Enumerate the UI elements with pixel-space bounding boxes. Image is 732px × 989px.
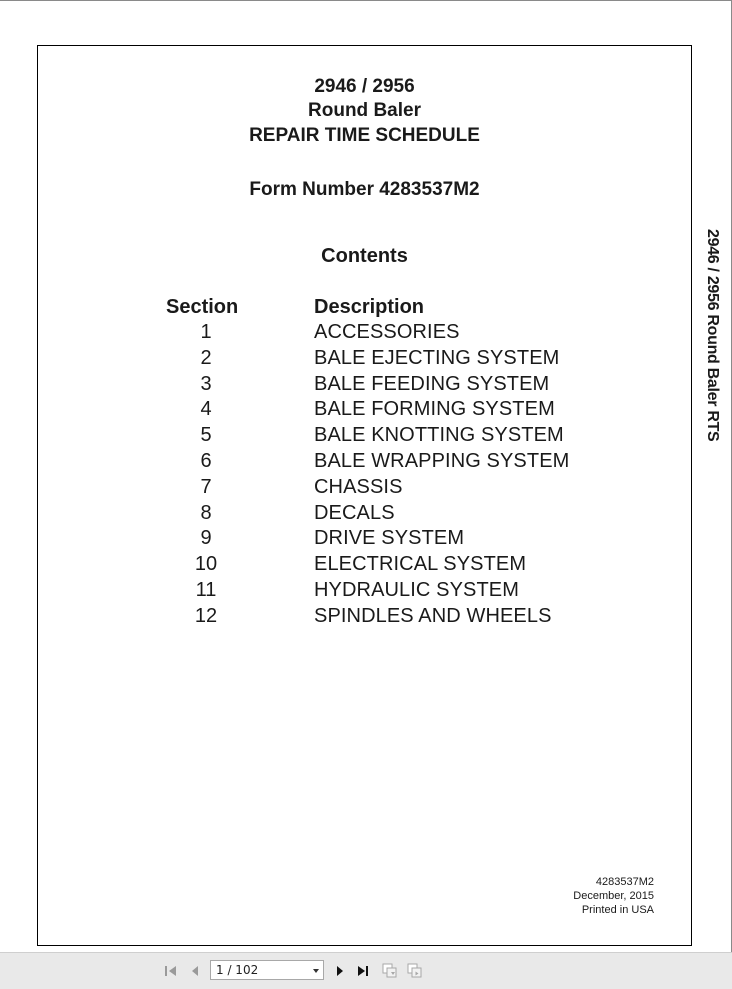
section-description: CHASSIS bbox=[314, 475, 403, 498]
footer-printed: Printed in USA bbox=[581, 904, 654, 916]
previous-page-icon[interactable] bbox=[186, 962, 204, 980]
section-number: 12 bbox=[194, 604, 218, 627]
list-item bbox=[38, 502, 691, 528]
section-description: HYDRAULIC SYSTEM bbox=[314, 578, 519, 601]
section-description: ELECTRICAL SYSTEM bbox=[314, 553, 527, 576]
section-number: 11 bbox=[195, 578, 217, 601]
section-column-header: Section bbox=[166, 296, 239, 318]
section-description: DECALS bbox=[314, 501, 395, 524]
list-item bbox=[38, 476, 691, 502]
document-page bbox=[37, 45, 692, 946]
footer-form-code: 4283537M2 bbox=[595, 876, 654, 888]
section-description: BALE FEEDING SYSTEM bbox=[314, 372, 550, 395]
previous-view-icon[interactable] bbox=[381, 962, 399, 980]
list-item bbox=[38, 347, 691, 373]
last-page-icon[interactable] bbox=[354, 962, 372, 980]
list-item bbox=[38, 527, 691, 553]
section-description: BALE WRAPPING SYSTEM bbox=[314, 449, 570, 472]
spine-text: 2946 / 2956 Round Baler RTS bbox=[704, 229, 721, 442]
list-item bbox=[38, 424, 691, 450]
page-indicator: 1 / 102 bbox=[216, 963, 259, 977]
section-description: ACCESSORIES bbox=[314, 321, 460, 343]
section-description: SPINDLES AND WHEELS bbox=[314, 604, 552, 627]
list-item bbox=[38, 605, 691, 631]
document-title: REPAIR TIME SCHEDULE bbox=[249, 125, 480, 146]
description-column-header: Description bbox=[314, 296, 425, 318]
list-item bbox=[38, 553, 691, 579]
next-view-icon[interactable] bbox=[406, 962, 424, 980]
section-number: 2 bbox=[200, 346, 212, 369]
spine-label bbox=[699, 229, 721, 469]
document-footer bbox=[573, 875, 654, 917]
contents-heading: Contents bbox=[321, 245, 408, 267]
section-description: BALE FORMING SYSTEM bbox=[314, 398, 555, 421]
section-number: 7 bbox=[200, 475, 212, 498]
section-number: 9 bbox=[200, 527, 212, 550]
section-number: 4 bbox=[200, 398, 212, 421]
page-number-select[interactable] bbox=[210, 960, 324, 980]
section-description: DRIVE SYSTEM bbox=[314, 527, 465, 550]
footer-date: December, 2015 bbox=[573, 890, 654, 902]
section-description: BALE EJECTING SYSTEM bbox=[314, 346, 560, 369]
pdf-navigation-toolbar bbox=[0, 952, 732, 989]
chevron-down-icon bbox=[312, 965, 320, 979]
list-item bbox=[38, 373, 691, 399]
section-number: 6 bbox=[200, 449, 212, 472]
first-page-icon[interactable] bbox=[162, 962, 180, 980]
form-number: Form Number 4283537M2 bbox=[249, 179, 480, 200]
list-item bbox=[38, 321, 691, 347]
contents-list bbox=[38, 321, 691, 631]
section-description: BALE KNOTTING SYSTEM bbox=[314, 424, 564, 447]
list-item bbox=[38, 398, 691, 424]
product-title: Round Baler bbox=[308, 100, 421, 121]
section-number: 10 bbox=[194, 553, 218, 576]
section-number: 8 bbox=[200, 501, 212, 524]
section-number: 3 bbox=[200, 372, 212, 395]
next-page-icon[interactable] bbox=[331, 962, 349, 980]
model-title: 2946 / 2956 bbox=[314, 76, 415, 97]
section-number: 5 bbox=[200, 424, 212, 447]
list-item bbox=[38, 450, 691, 476]
section-number: 1 bbox=[200, 321, 212, 343]
list-item bbox=[38, 579, 691, 605]
